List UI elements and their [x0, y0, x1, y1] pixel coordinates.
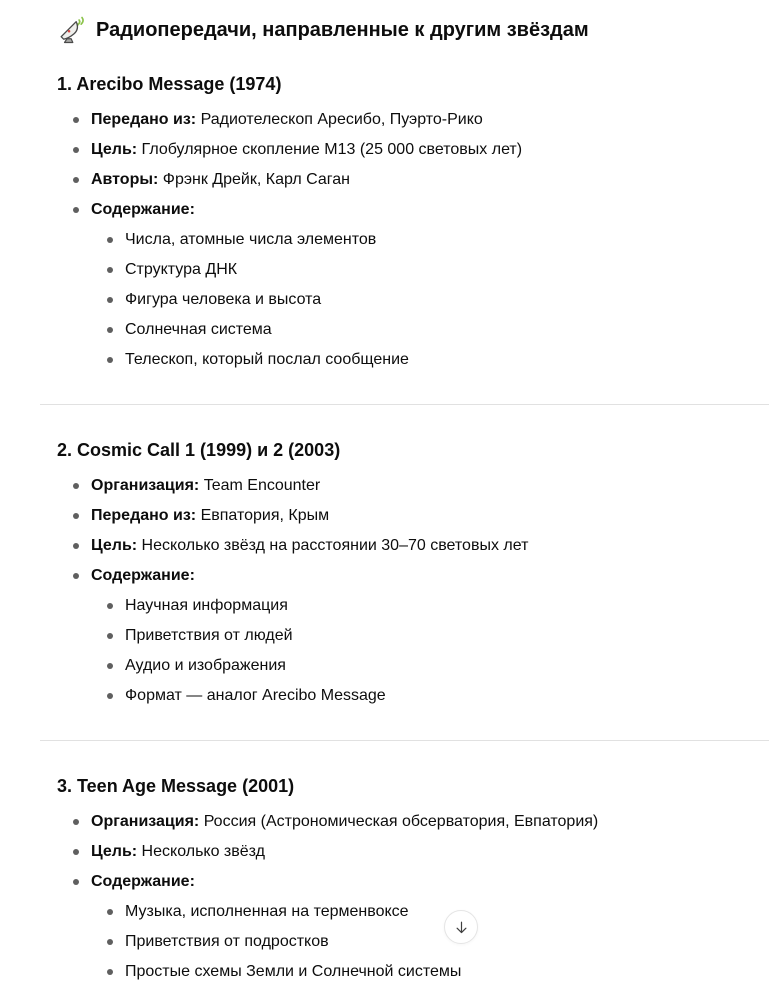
- section-heading: 1. Arecibo Message (1974): [57, 74, 282, 94]
- item-label: Цель:: [91, 843, 138, 860]
- item-label: Передано из:: [91, 507, 197, 524]
- list-item: [57, 169, 769, 191]
- scroll-to-bottom-button[interactable]: [444, 910, 478, 944]
- sub-list-item: Солнечная система: [91, 319, 769, 341]
- item-label: Цель:: [91, 141, 138, 158]
- sub-bullet-list: [91, 229, 769, 371]
- section-arecibo-message: [57, 72, 769, 371]
- item-text: Несколько звёзд на расстоянии 30–70 световых лет: [137, 537, 529, 554]
- item-label: Организация:: [91, 477, 200, 494]
- item-label: Организация:: [91, 813, 200, 830]
- sub-list-item: Формат — аналог Arecibo Message: [91, 685, 769, 707]
- section-teen-age-message: [57, 774, 769, 983]
- section-heading: 2. Cosmic Call 1 (1999) и 2 (2003): [57, 440, 341, 460]
- sub-list-item: Числа, атомные числа элементов: [91, 229, 769, 251]
- item-text: Фрэнк Дрейк, Карл Саган: [158, 171, 350, 188]
- arrow-down-icon: [453, 919, 470, 936]
- bullet-list: [57, 811, 769, 983]
- list-item: [57, 811, 769, 833]
- sub-list-item: Фигура человека и высота: [91, 289, 769, 311]
- item-text: Россия (Астрономическая обсерватория, Евпатория): [199, 813, 599, 830]
- list-item: [57, 565, 769, 707]
- sub-bullet-list: [91, 901, 769, 983]
- sub-list-item: Музыка, исполненная на терменвоксе: [91, 901, 769, 923]
- item-label: Передано из:: [91, 111, 197, 128]
- page-title: [57, 15, 769, 45]
- page-title-text: Радиопередачи, направленные к другим звёздам: [96, 19, 589, 41]
- item-label: Содержание:: [91, 201, 195, 218]
- list-item: [57, 475, 769, 497]
- list-item: [57, 871, 769, 983]
- list-item: [57, 139, 769, 161]
- bullet-list: [57, 109, 769, 371]
- item-text: Евпатория, Крым: [196, 507, 330, 524]
- sub-list-item: Научная информация: [91, 595, 769, 617]
- item-label: Содержание:: [91, 873, 195, 890]
- sub-list-item: Телескоп, который послал сообщение: [91, 349, 769, 371]
- list-item: [57, 535, 769, 557]
- item-text: Несколько звёзд: [137, 843, 265, 860]
- section-heading: 3. Teen Age Message (2001): [57, 776, 295, 796]
- sub-list-item: Структура ДНК: [91, 259, 769, 281]
- list-item: [57, 199, 769, 371]
- item-text: Радиотелескоп Аресибо, Пуэрто-Рико: [196, 111, 483, 128]
- item-label: Авторы:: [91, 171, 159, 188]
- section-divider: [40, 404, 769, 405]
- sub-list-item: Приветствия от людей: [91, 625, 769, 647]
- bullet-list: [57, 475, 769, 707]
- section-cosmic-call: [57, 438, 769, 707]
- item-label: Содержание:: [91, 567, 195, 584]
- item-text: Team Encounter: [199, 477, 321, 494]
- list-item: [57, 505, 769, 527]
- sub-list-item: Аудио и изображения: [91, 655, 769, 677]
- list-item: [57, 109, 769, 131]
- section-divider: [40, 740, 769, 741]
- item-label: Цель:: [91, 537, 138, 554]
- sub-bullet-list: [91, 595, 769, 707]
- item-text: Глобулярное скопление M13 (25 000 световых лет): [137, 141, 523, 158]
- satellite-antenna-icon: [57, 15, 87, 45]
- list-item: [57, 841, 769, 863]
- sub-list-item: Приветствия от подростков: [91, 931, 769, 953]
- sub-list-item: Простые схемы Земли и Солнечной системы: [91, 961, 769, 983]
